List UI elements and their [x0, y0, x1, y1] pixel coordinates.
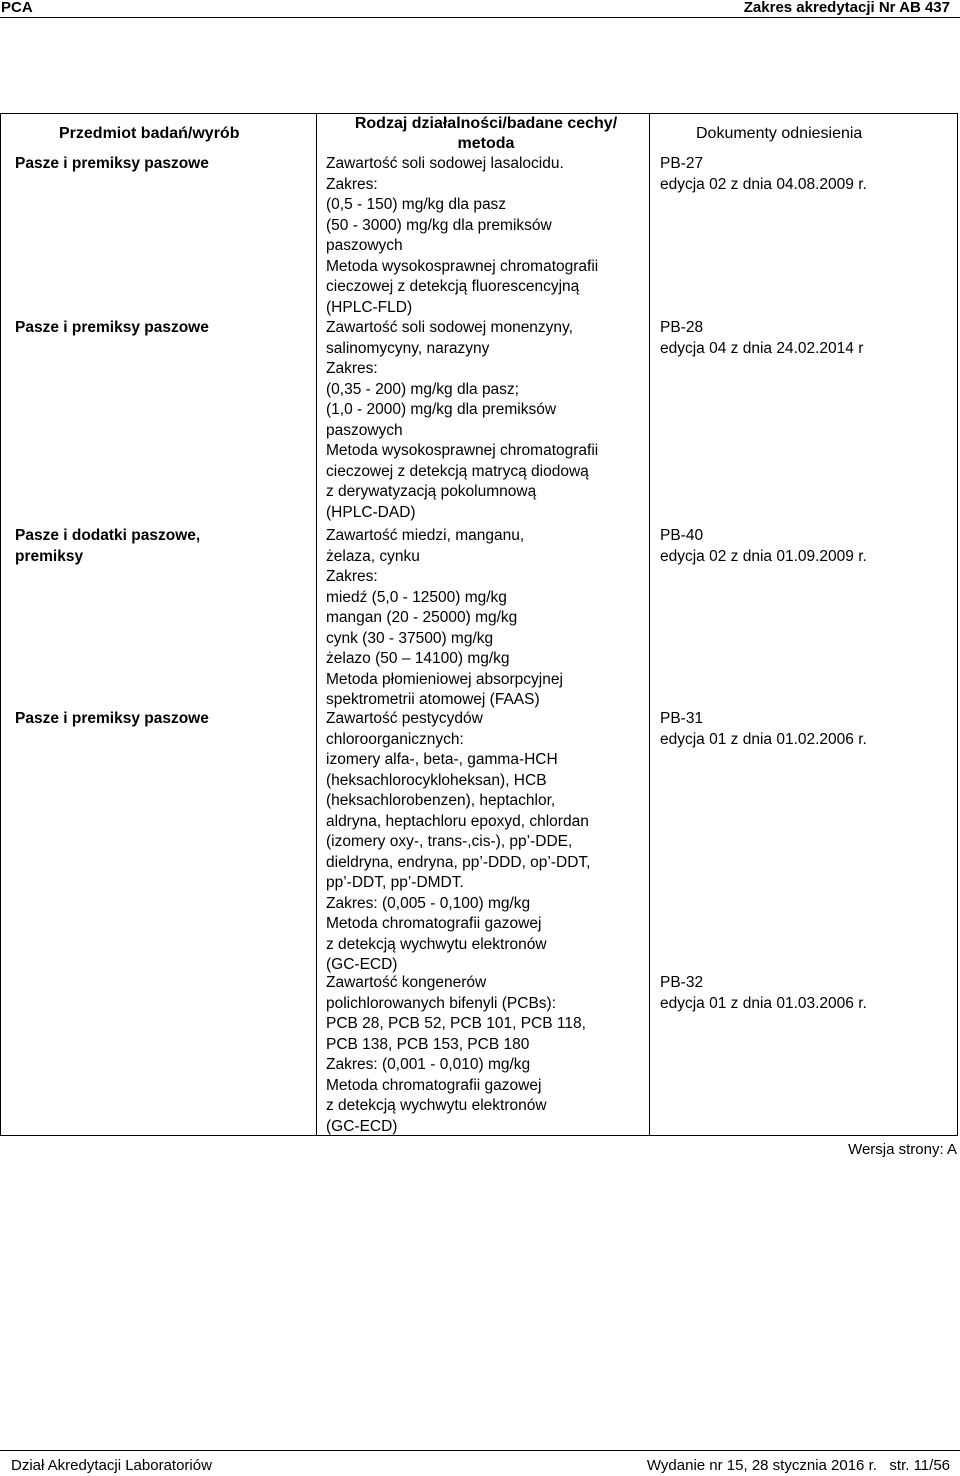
cell-method-line: (HPLC-DAD): [326, 503, 416, 521]
cell-method-line: Zawartość pestycydów: [326, 710, 483, 727]
cell-method-line: (0,5 - 150) mg/kg dla pasz: [326, 196, 507, 213]
cell-subject: [1, 973, 317, 1135]
footer-department: Dział Akredytacji Laboratoriów: [11, 1457, 212, 1474]
cell-method: [317, 709, 650, 973]
cell-document-line: edycja 01 z dnia 01.02.2006 r.: [660, 730, 867, 748]
cell-method-line: pp’-DDT, pp’-DMDT.: [326, 874, 464, 891]
cell-method-line: Zawartość kongenerów: [326, 974, 487, 991]
cell-method-line: cieczowej z detekcją fluorescencyjną: [326, 278, 580, 295]
cell-method-line: mangan (20 - 25000) mg/kg: [326, 609, 518, 626]
cell-method-line: Zakres:: [326, 360, 378, 377]
cell-document-line: PB-27: [660, 155, 704, 172]
cell-method-line: izomery alfa-, beta-, gamma-HCH: [326, 751, 558, 768]
cell-method-line: Metoda wysokosprawnej chromatografii: [326, 257, 599, 275]
table-row: [0, 154, 958, 318]
cell-method-line: PCB 28, PCB 52, PCB 101, PCB 118,: [326, 1015, 586, 1032]
cell-method-line: chloroorganicznych:: [326, 730, 464, 748]
header-title: Zakres akredytacji Nr AB 437: [743, 0, 950, 16]
cell-method: [317, 318, 650, 526]
cell-subject: [1, 526, 317, 709]
col-header-method-line: Rodzaj działalności/badane cechy/: [354, 115, 618, 132]
cell-method-line: Metoda płomieniowej absorpcyjnej: [326, 670, 563, 688]
cell-method-line: Zakres:: [326, 175, 378, 193]
cell-document-line: edycja 02 z dnia 01.09.2009 r.: [660, 547, 867, 565]
cell-document-line: PB-31: [660, 710, 704, 727]
cell-method-line: żelazo (50 – 14100) mg/kg: [326, 650, 510, 667]
cell-method-line: Zakres: (0,001 - 0,010) mg/kg: [326, 1056, 531, 1073]
cell-document-line: edycja 01 z dnia 01.03.2006 r.: [660, 994, 867, 1012]
cell-subject-line: premiksy: [15, 547, 84, 565]
cell-method-line: (izomery oxy-, trans-,cis-), pp’-DDE,: [326, 833, 573, 850]
cell-method-line: (GC-ECD): [326, 1117, 398, 1135]
col-header-method: [317, 114, 650, 154]
cell-method-line: Zakres:: [326, 568, 378, 585]
cell-document: [650, 973, 957, 1135]
cell-method-line: (1,0 - 2000) mg/kg dla premiksów: [326, 401, 557, 418]
cell-subject: [1, 154, 317, 318]
col-header-subject: Przedmiot badań/wyrób: [1, 114, 317, 154]
cell-subject-line: Pasze i premiksy paszowe: [15, 710, 209, 727]
cell-method: [317, 526, 650, 709]
cell-method-line: (HPLC-FLD): [326, 298, 413, 316]
cell-method-line: (heksachlorobenzen), heptachlor,: [326, 792, 556, 809]
header-divider: [0, 17, 960, 18]
cell-method-line: Zakres: (0,005 - 0,100) mg/kg: [326, 894, 531, 912]
cell-subject-line: Pasze i premiksy paszowe: [15, 319, 209, 336]
cell-subject-line: Pasze i dodatki paszowe,: [15, 527, 201, 544]
cell-method-line: Metoda chromatografii gazowej: [326, 1076, 542, 1094]
cell-method-line: dieldryna, endryna, pp’-DDD, op’-DDT,: [326, 853, 591, 871]
table-row: [0, 973, 958, 1136]
cell-method-line: (GC-ECD): [326, 956, 398, 973]
cell-document-line: PB-28: [660, 319, 704, 336]
cell-method: [317, 973, 650, 1135]
header-org: PCA: [1, 0, 33, 16]
table-row: [0, 709, 958, 973]
cell-method-line: cieczowej z detekcją matrycą diodową: [326, 462, 589, 480]
cell-method-line: z detekcją wychwytu elektronów: [326, 935, 547, 953]
footer-edition: Wydanie nr 15, 28 stycznia 2016 r. str. 11/56: [646, 1457, 950, 1474]
col-header-documents: Dokumenty odniesienia: [696, 125, 863, 142]
cell-method-line: żelaza, cynku: [326, 547, 420, 565]
cell-document-line: PB-32: [660, 974, 704, 991]
col-header-method-line: metoda: [457, 135, 515, 152]
cell-method-line: z detekcją wychwytu elektronów: [326, 1097, 547, 1114]
table-header-row: [0, 113, 958, 154]
cell-method-line: PCB 138, PCB 153, PCB 180: [326, 1035, 530, 1053]
table-row: [0, 318, 958, 526]
cell-document: [650, 318, 957, 526]
cell-document-line: PB-40: [660, 527, 704, 544]
cell-subject-line: Pasze i premiksy paszowe: [15, 155, 209, 172]
cell-method: [317, 154, 650, 318]
cell-subject: [1, 318, 317, 526]
cell-document-line: edycja 04 z dnia 24.02.2014 r: [660, 339, 864, 357]
cell-method-line: miedź (5,0 - 12500) mg/kg: [326, 588, 507, 606]
table-row: [0, 526, 958, 709]
cell-document: [650, 154, 957, 318]
cell-method-line: (0,35 - 200) mg/kg dla pasz;: [326, 380, 519, 398]
cell-subject: [1, 709, 317, 973]
cell-document-line: edycja 02 z dnia 04.08.2009 r.: [660, 175, 867, 193]
cell-method-line: Metoda chromatografii gazowej: [326, 915, 542, 932]
cell-document: [650, 526, 957, 709]
cell-method-line: spektrometrii atomowej (FAAS): [326, 691, 540, 708]
cell-method-line: (50 - 3000) mg/kg dla premiksów: [326, 216, 552, 234]
cell-method-line: (heksachlorocykloheksan), HCB: [326, 771, 547, 789]
cell-method-line: Metoda wysokosprawnej chromatografii: [326, 442, 599, 459]
cell-method-line: cynk (30 - 37500) mg/kg: [326, 629, 494, 647]
page-version: Wersja strony: A: [848, 1141, 957, 1158]
cell-method-line: paszowych: [326, 237, 403, 254]
accreditation-table: [0, 113, 958, 1136]
cell-method-line: Zawartość soli sodowej lasalocidu.: [326, 155, 564, 172]
cell-method-line: Zawartość soli sodowej monenzyny,: [326, 319, 573, 336]
cell-method-line: salinomycyny, narazyny: [326, 339, 490, 357]
cell-method-line: paszowych: [326, 421, 403, 439]
cell-method-line: aldryna, heptachloru epoxyd, chlordan: [326, 812, 589, 830]
cell-document: [650, 709, 957, 973]
cell-method-line: z derywatyzacją pokolumnową: [326, 483, 537, 500]
cell-method-line: polichlorowanych bifenyli (PCBs):: [326, 994, 557, 1012]
footer-divider: [0, 1450, 960, 1451]
cell-method-line: Zawartość miedzi, manganu,: [326, 527, 525, 544]
